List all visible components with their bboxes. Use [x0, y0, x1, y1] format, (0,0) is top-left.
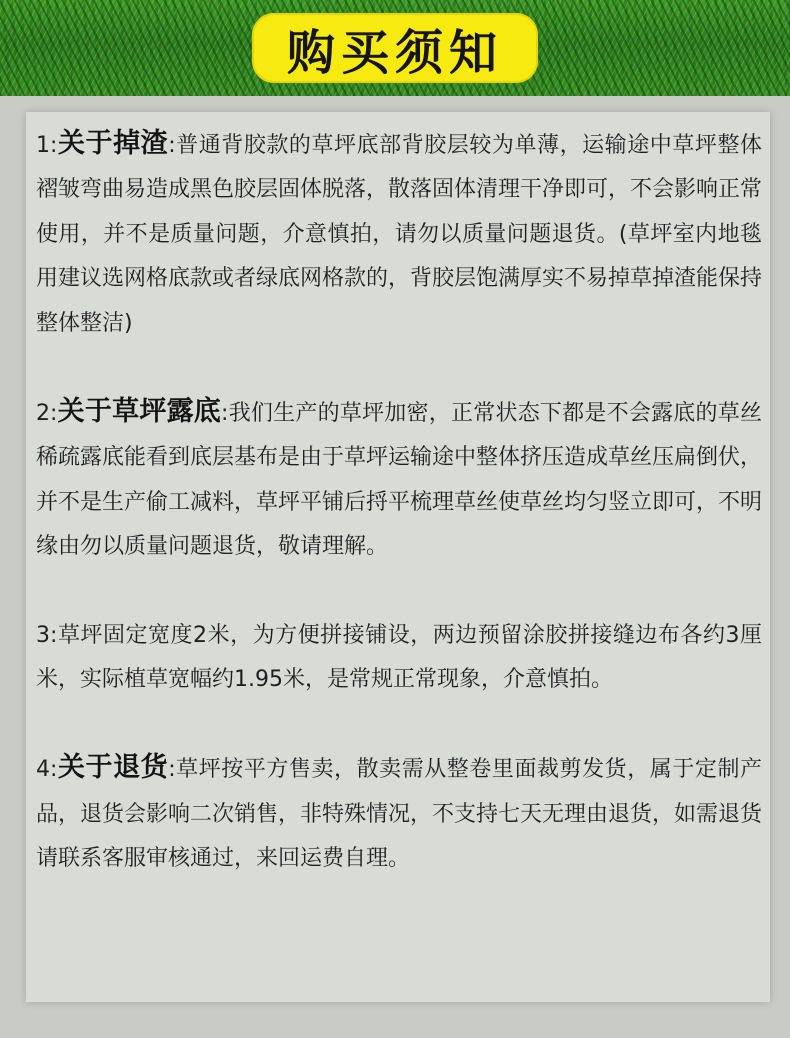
title-badge	[252, 13, 538, 83]
notice-heading: 关于退货	[57, 752, 169, 784]
notice-body: :草坪按平方售卖，散卖需从整卷里面裁剪发货，属于定制产品，退货会影响二次销售，非特殊情况，不支持七天无理由退货，如需退货请联系客服审核通过，来回运费自理。	[36, 757, 763, 872]
notice-body: 草坪固定宽度2米，为方便拼接铺设，两边预留涂胶拼接缝边布各约3厘米，实际植草宽幅约1.95米，是常规正常现象，介意慎拍。	[36, 622, 762, 693]
notice-body: :我们生产的草坪加密，正常状态下都是不会露底的草丝稀疏露底能看到底层基布是由于草坪运输途中整体挤压造成草丝压扁倒伏，并不是生产偷工减料，草坪平铺后捋平梳理草丝使草丝均匀竖立即可，不明缘由勿以质量问题退货，敬请理解。	[36, 401, 763, 560]
grass-banner	[0, 0, 790, 96]
notice-number: 4:	[36, 757, 58, 783]
notice-number: 3:	[36, 622, 58, 648]
notice-item-2	[36, 390, 762, 570]
notice-list	[26, 112, 770, 882]
notice-heading: 关于草坪露底	[57, 396, 222, 428]
notice-number: 2:	[36, 401, 58, 427]
notice-body: :普通背胶款的草坪底部背胶层较为单薄，运输途中草坪整体褶皱弯曲易造成黑色胶层固体脱落，散落固体清理干净即可，不会影响正常使用，并不是质量问题，介意慎拍，请勿以质量问题退货。(草坪室内地毯用建议选网格底款或者绿底网格款的，背胶层饱满厚实不易掉草掉渣能保持整体整洁)	[36, 133, 763, 336]
notice-heading: 关于掉渣	[57, 128, 169, 159]
page-title: 购买须知	[286, 24, 503, 81]
notice-item-3	[36, 614, 762, 703]
notice-item-4	[36, 746, 762, 881]
notice-panel	[26, 112, 770, 1002]
notice-item-1	[36, 122, 762, 346]
notice-number: 1:	[36, 133, 58, 158]
